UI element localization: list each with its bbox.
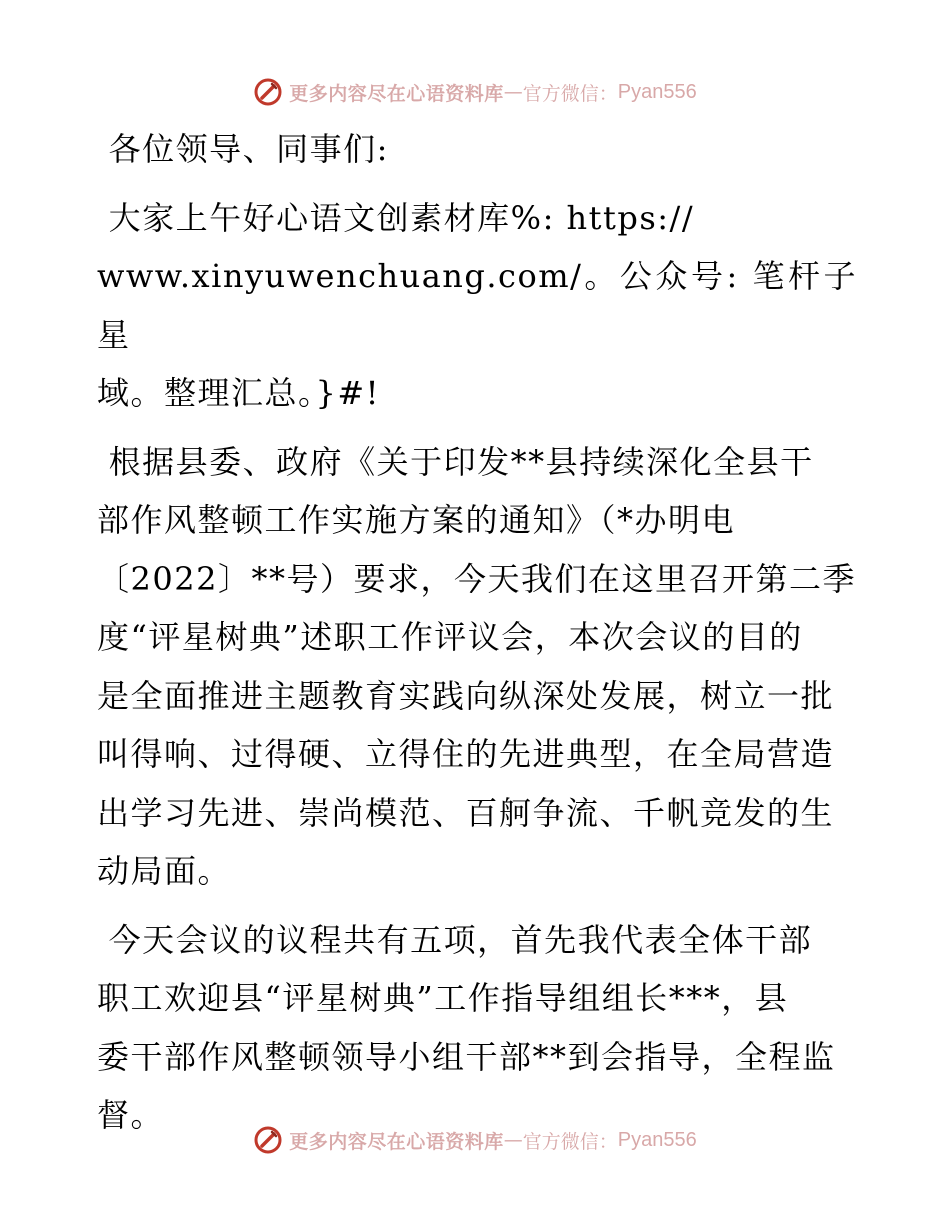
paragraph-purpose: 根据县委、政府《关于印发**县持续深化全县干 部作风整顿工作实施方案的通知》（*办明电 〔2022〕**号）要求，今天我们在这里召开第二季 度“评星树典”述职工作评议会，本次会议的目的 是全面推进主题教育实践向纵深处发展，树立一批 叫得响、过得硬、立得住的先进典型，在全局营造 出学习先进、崇尚模范、百舸争流、千帆竞发的生 动局面。 xyxy=(97,442,856,890)
paragraph-intro: 大家上午好心语文创素材库%: https:// www.xinyuwenchuang.com/。公众号: 笔杆子星 域。整理汇总。}#! xyxy=(97,198,857,412)
watermark-wechat-label: 官方微信： xyxy=(522,82,618,105)
header-watermark xyxy=(0,72,950,112)
paragraph-greeting: 各位领导、同事们: xyxy=(97,130,389,168)
paragraph-agenda: 今天会议的议程共有五项，首先我代表全体干部 职工欢迎县“评星树典”工作指导组组长***，县 委干部作风整顿领导小组干部**到会指导，全程监 督。 xyxy=(97,920,836,1134)
document-body xyxy=(97,120,857,1155)
watermark-wechat-id: Pyan556 xyxy=(617,1128,697,1151)
pen-logo-icon xyxy=(253,1125,283,1155)
watermark-dash: — xyxy=(503,1129,523,1151)
footer-watermark xyxy=(0,1120,950,1160)
watermark-site-text: 更多内容尽在心语资料库 xyxy=(289,82,504,105)
watermark-wechat-label: 官方微信： xyxy=(522,1130,618,1153)
pen-logo-icon xyxy=(253,77,283,107)
watermark-site-text: 更多内容尽在心语资料库 xyxy=(289,1130,504,1153)
watermark-wechat-id: Pyan556 xyxy=(617,80,697,103)
watermark-dash: — xyxy=(503,81,523,103)
